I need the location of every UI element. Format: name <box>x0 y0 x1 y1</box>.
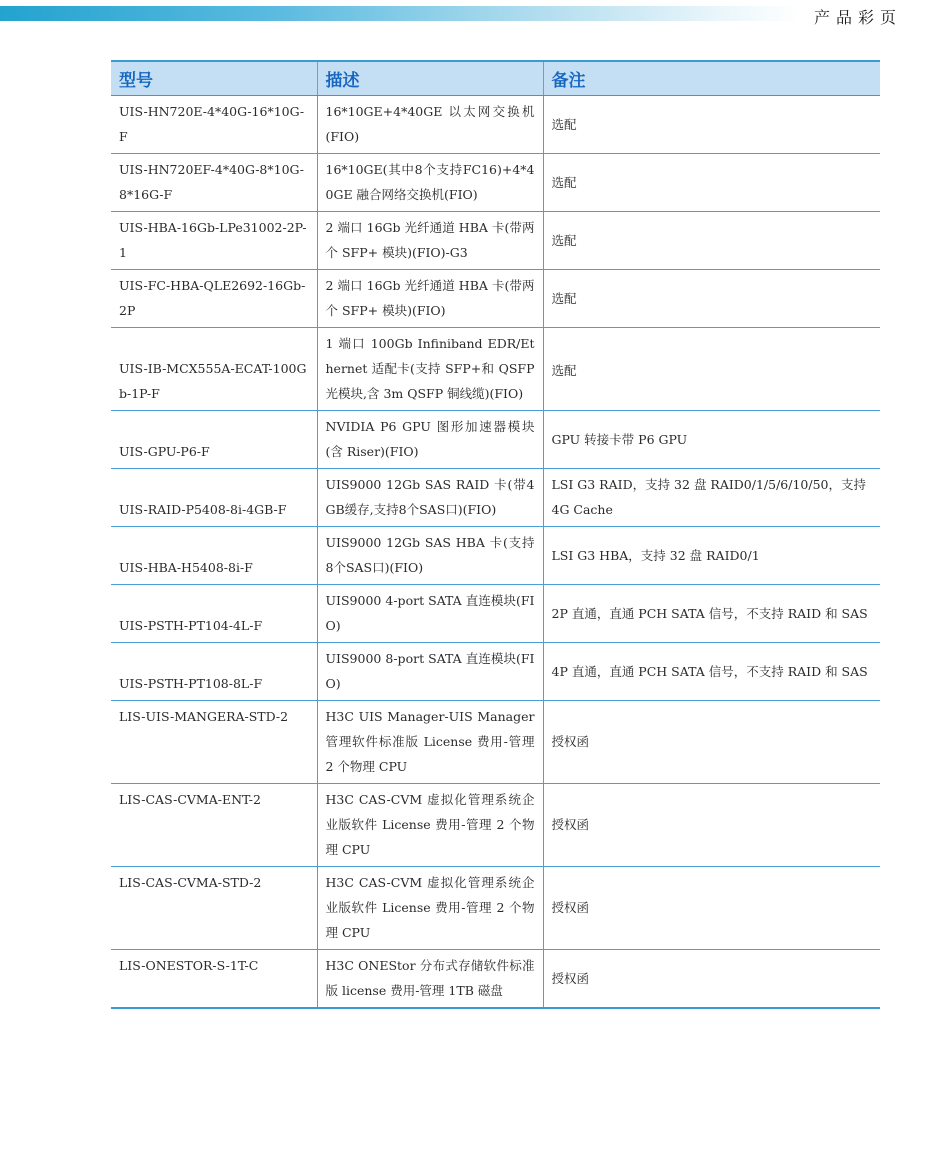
cell-model: UIS-PSTH-PT104-4L-F <box>111 585 317 643</box>
cell-model: UIS-HBA-16Gb-LPe31002-2P-1 <box>111 212 317 270</box>
cell-description: NVIDIA P6 GPU 图形加速器模块(含 Riser)(FIO) <box>317 411 543 469</box>
cell-model: UIS-HBA-H5408-8i-F <box>111 527 317 585</box>
cell-model: UIS-RAID-P5408-8i-4GB-F <box>111 469 317 527</box>
cell-description: UIS9000 12Gb SAS RAID 卡(带4GB缓存,支持8个SAS口)(FIO) <box>317 469 543 527</box>
cell-note: 授权函 <box>543 950 880 1009</box>
cell-note: 选配 <box>543 154 880 212</box>
cell-description: 16*10GE(其中8个支持FC16)+4*40GE 融合网络交换机(FIO) <box>317 154 543 212</box>
cell-note: 2P 直通，直通 PCH SATA 信号，不支持 RAID 和 SAS <box>543 585 880 643</box>
cell-description: 16*10GE+4*40GE 以太网交换机(FIO) <box>317 96 543 154</box>
table-row <box>111 585 880 643</box>
table-row <box>111 96 880 154</box>
cell-description: UIS9000 12Gb SAS HBA 卡(支持8个SAS口)(FIO) <box>317 527 543 585</box>
cell-model: LIS-CAS-CVMA-STD-2 <box>111 867 317 950</box>
cell-description: UIS9000 8-port SATA 直连模块(FIO) <box>317 643 543 701</box>
cell-note: 选配 <box>543 270 880 328</box>
cell-model: UIS-FC-HBA-QLE2692-16Gb-2P <box>111 270 317 328</box>
cell-model: UIS-GPU-P6-F <box>111 411 317 469</box>
table-row <box>111 701 880 784</box>
column-header-note: 备注 <box>543 61 880 96</box>
table-row <box>111 328 880 411</box>
cell-description: H3C ONEStor 分布式存储软件标准版 license 费用-管理 1TB 磁盘 <box>317 950 543 1009</box>
column-header-description: 描述 <box>317 61 543 96</box>
table-row <box>111 469 880 527</box>
column-header-model: 型号 <box>111 61 317 96</box>
cell-note: 授权函 <box>543 701 880 784</box>
cell-note: LSI G3 RAID，支持 32 盘 RAID0/1/5/6/10/50，支持 4G Cache <box>543 469 880 527</box>
cell-description: UIS9000 4-port SATA 直连模块(FIO) <box>317 585 543 643</box>
spec-table <box>111 60 880 1009</box>
cell-model: LIS-CAS-CVMA-ENT-2 <box>111 784 317 867</box>
cell-note: GPU 转接卡带 P6 GPU <box>543 411 880 469</box>
page-header <box>0 0 930 28</box>
table-row <box>111 784 880 867</box>
cell-note: LSI G3 HBA，支持 32 盘 RAID0/1 <box>543 527 880 585</box>
header-title: 产品彩页 <box>813 8 902 27</box>
header-color-bar <box>0 6 800 21</box>
cell-model: UIS-IB-MCX555A-ECAT-100Gb-1P-F <box>111 328 317 411</box>
cell-model: UIS-HN720E-4*40G-16*10G-F <box>111 96 317 154</box>
table-row <box>111 270 880 328</box>
cell-model: UIS-PSTH-PT108-8L-F <box>111 643 317 701</box>
cell-description: H3C CAS-CVM 虚拟化管理系统企业版软件 License 费用-管理 2 个物理 CPU <box>317 784 543 867</box>
cell-note: 授权函 <box>543 867 880 950</box>
spec-table-container <box>111 60 880 1009</box>
cell-description: H3C CAS-CVM 虚拟化管理系统企业版软件 License 费用-管理 2 个物理 CPU <box>317 867 543 950</box>
cell-note: 选配 <box>543 328 880 411</box>
table-row <box>111 154 880 212</box>
table-row <box>111 643 880 701</box>
cell-note: 4P 直通，直通 PCH SATA 信号，不支持 RAID 和 SAS <box>543 643 880 701</box>
table-row <box>111 411 880 469</box>
cell-model: LIS-ONESTOR-S-1T-C <box>111 950 317 1009</box>
cell-note: 选配 <box>543 96 880 154</box>
cell-description: 2 端口 16Gb 光纤通道 HBA 卡(带两个 SFP+ 模块)(FIO)-G3 <box>317 212 543 270</box>
table-header-row <box>111 61 880 96</box>
table-row <box>111 867 880 950</box>
cell-note: 授权函 <box>543 784 880 867</box>
table-row <box>111 212 880 270</box>
cell-description: H3C UIS Manager-UIS Manager管理软件标准版 License 费用-管理 2 个物理 CPU <box>317 701 543 784</box>
table-row <box>111 527 880 585</box>
cell-model: UIS-HN720EF-4*40G-8*10G-8*16G-F <box>111 154 317 212</box>
cell-note: 选配 <box>543 212 880 270</box>
cell-description: 1 端口 100Gb Infiniband EDR/Ethernet 适配卡(支持 SFP+和 QSFP 光模块,含 3m QSFP 铜线缆)(FIO) <box>317 328 543 411</box>
cell-model: LIS-UIS-MANGERA-STD-2 <box>111 701 317 784</box>
table-row <box>111 950 880 1009</box>
cell-description: 2 端口 16Gb 光纤通道 HBA 卡(带两个 SFP+ 模块)(FIO) <box>317 270 543 328</box>
